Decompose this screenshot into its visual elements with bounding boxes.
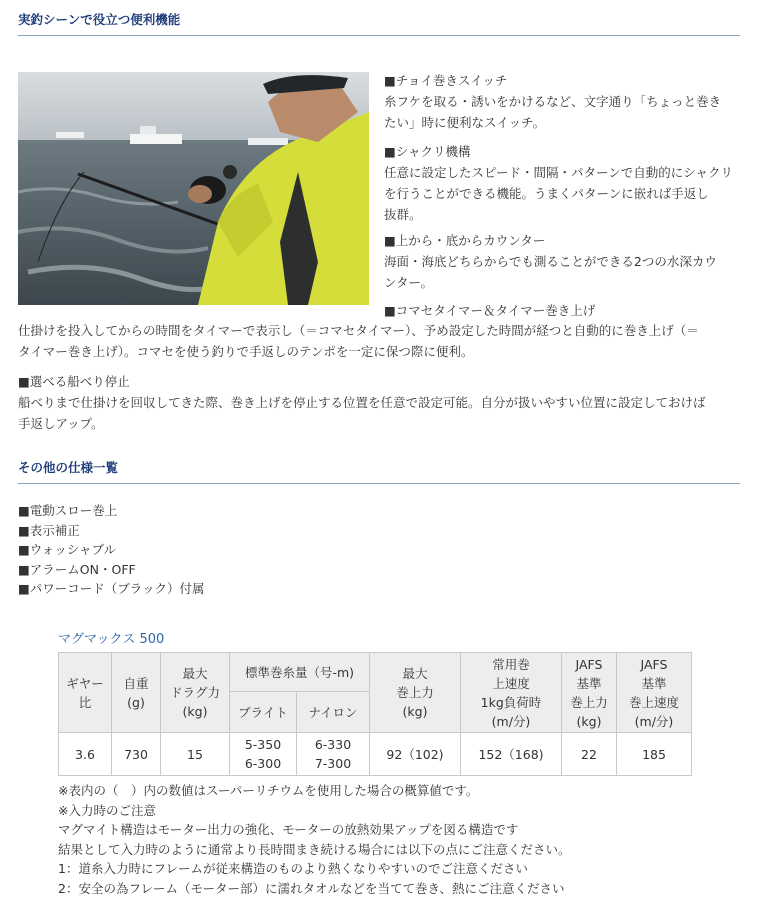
- note-line: マグマイト構造はモーター出力の強化、モーターの放熱効果アップを図る構造です: [58, 822, 519, 837]
- header-braid: ブライト: [230, 692, 297, 733]
- note-line: 2：安全の為フレーム（モーター部）に濡れタオルなどを当てて巻き、熱にご注意ください: [58, 880, 565, 896]
- cell-speed: 152（168): [461, 733, 562, 776]
- feature-choi-maki: [384, 70, 721, 133]
- cell-weight: 730: [112, 733, 161, 776]
- section-heading-features: 実釣シーンで役立つ便利機能: [18, 12, 740, 36]
- feature-shakuri: [384, 141, 733, 225]
- fishing-photo: [18, 72, 369, 305]
- note-line: 結果として入力時のように通常より長時間まき続ける場合には以下の点にご注意ください。: [58, 841, 571, 857]
- cell-max-lift: 92（102): [370, 733, 461, 776]
- cell-jafs-speed: 185: [617, 733, 692, 776]
- note-line: ※表内の（ ）内の数値はスーパーリチウムを使用した場合の概算値です。: [58, 783, 479, 798]
- feature-timer: [18, 320, 699, 362]
- feature-text: 船べりまで仕掛けを回収してきた際、巻き上げを停止する位置を任意で設定可能。自分が扱いやすい位置に設定しておけば: [18, 395, 706, 410]
- feature-text: 手返しアップ。: [18, 416, 104, 431]
- feature-text: ンター。: [384, 275, 434, 290]
- feature-text: 抜群。: [384, 207, 422, 222]
- feature-title: ■チョイ巻きスイッチ: [384, 73, 508, 88]
- note-line: ※入力時のご注意: [58, 802, 156, 818]
- cell-braid: 5-350 6-300: [230, 733, 297, 776]
- header-max-lift: 最大 巻上力 (kg): [370, 653, 461, 733]
- header-max-drag: 最大 ドラグ力 (kg): [161, 653, 230, 733]
- spec-item: ■パワーコード（ブラック）付属: [18, 581, 205, 596]
- feature-text: 仕掛けを投入してからの時間をタイマーで表示し（＝コマセタイマー）、予め設定した時間が経つと自動的に巻き上げ（＝: [18, 323, 699, 338]
- feature-timer-title: ■コマセタイマー＆タイマー巻き上げ: [384, 303, 596, 318]
- section-heading-specs: その他の仕様一覧: [18, 460, 740, 484]
- header-line-capacity: 標準巻糸量（号-m): [230, 653, 370, 692]
- header-gear-ratio: ギヤー 比: [59, 653, 112, 733]
- header-winding-speed: 常用巻 上速度 1kg負荷時 (m/分): [461, 653, 562, 733]
- header-jafs-speed: JAFS 基準 巻上速度 (m/分): [617, 653, 692, 733]
- feature-text: 糸フケを取る・誘いをかけるなど、文字通り「ちょっと巻き: [384, 94, 722, 109]
- feature-text: を行うことができる機能。うまくパターンに嵌れば手返し: [384, 186, 709, 201]
- notes: [58, 781, 571, 898]
- feature-counter: [384, 230, 717, 293]
- feature-title: ■選べる船べり停止: [18, 374, 130, 389]
- header-weight: 自重 (g): [112, 653, 161, 733]
- spec-item: ■電動スロー巻上: [18, 503, 118, 518]
- spec-list: [18, 501, 205, 599]
- cell-drag: 15: [161, 733, 230, 776]
- feature-text: 海面・海底どちらからでも測ることができる2つの水深カウ: [384, 254, 717, 269]
- spec-item: ■ウォッシャブル: [18, 542, 117, 557]
- cell-jafs-power: 22: [562, 733, 617, 776]
- header-jafs-power: JAFS 基準 巻上力 (kg): [562, 653, 617, 733]
- cell-nylon: 6-330 7-300: [297, 733, 370, 776]
- feature-funaberi-stop: [18, 371, 706, 434]
- feature-title: ■上から・底からカウンター: [384, 233, 546, 248]
- feature-title: ■シャクリ機構: [384, 144, 471, 159]
- header-nylon: ナイロン: [297, 692, 370, 733]
- spec-item: ■表示補正: [18, 522, 80, 538]
- spec-table: [58, 652, 692, 776]
- cell-gear: 3.6: [59, 733, 112, 776]
- note-line: 1：道糸入力時にフレームが従来構造のものより熱くなりやすいのでご注意ください: [58, 861, 528, 876]
- table-row: [59, 733, 692, 776]
- feature-text: タイマー巻き上げ）。コマセを使う釣りで手返しのテンポを一定に保つ際に便利。: [18, 344, 474, 359]
- feature-text: たい」時に便利なスイッチ。: [384, 115, 546, 130]
- feature-text: 任意に設定したスピード・間隔・パターンで自動的にシャクリ: [384, 165, 734, 180]
- spec-item: ■アラームON・OFF: [18, 561, 136, 577]
- model-title: マグマックス 500: [58, 632, 165, 647]
